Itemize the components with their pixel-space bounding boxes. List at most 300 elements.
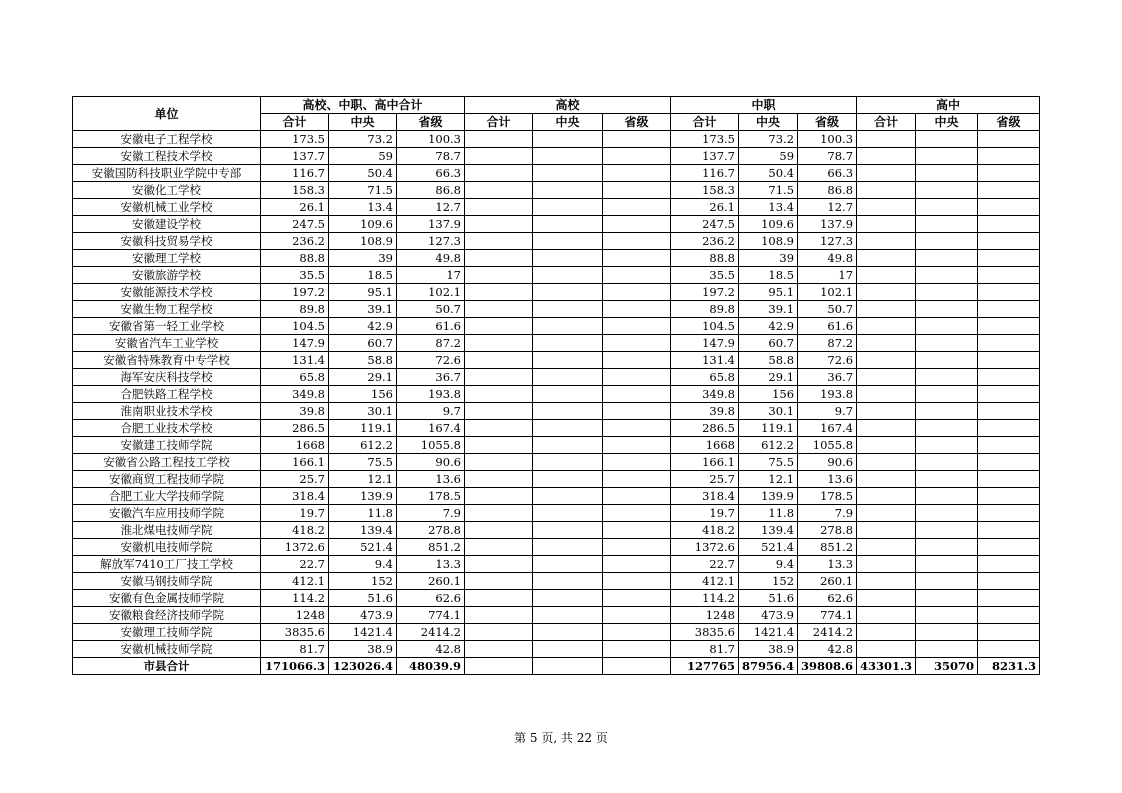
university-central-cell — [533, 386, 603, 403]
total-provincial-cell: 42.8 — [397, 641, 465, 658]
total-provincial-cell: 167.4 — [397, 420, 465, 437]
sub-header-total: 合计 — [261, 114, 329, 131]
vocational-central-cell: 30.1 — [739, 403, 798, 420]
total-central-cell: 612.2 — [329, 437, 397, 454]
highschool-sum-cell — [857, 386, 916, 403]
highschool-provincial-cell — [978, 148, 1040, 165]
total-central-cell: 9.4 — [329, 556, 397, 573]
vocational-central-cell: 29.1 — [739, 369, 798, 386]
university-provincial-cell — [603, 284, 671, 301]
sub-header-provincial: 省级 — [978, 114, 1040, 131]
vocational-provincial-cell: 102.1 — [798, 284, 857, 301]
total-sum-cell: 89.8 — [261, 301, 329, 318]
highschool-sum-cell — [857, 522, 916, 539]
highschool-sum-cell — [857, 199, 916, 216]
total-sum-cell: 25.7 — [261, 471, 329, 488]
total-sum-cell: 39.8 — [261, 403, 329, 420]
highschool-central-cell — [916, 233, 978, 250]
university-provincial-cell — [603, 352, 671, 369]
table-row — [73, 284, 1040, 301]
total-sum-cell: 286.5 — [261, 420, 329, 437]
total-provincial-cell: 193.8 — [397, 386, 465, 403]
university-provincial-cell — [603, 182, 671, 199]
highschool-central-cell — [916, 590, 978, 607]
unit-name-cell: 安徽建工技师学院 — [73, 437, 261, 454]
total-sum-cell: 1372.6 — [261, 539, 329, 556]
vocational-sum-cell: 116.7 — [671, 165, 739, 182]
university-central-cell — [533, 573, 603, 590]
university-sum-cell — [465, 369, 533, 386]
highschool-provincial-cell — [978, 131, 1040, 148]
total-sum-cell: 131.4 — [261, 352, 329, 369]
vocational-sum-cell: 166.1 — [671, 454, 739, 471]
highschool-central-cell — [916, 488, 978, 505]
vocational-central-cell: 119.1 — [739, 420, 798, 437]
university-provincial-cell — [603, 233, 671, 250]
vocational-provincial-cell: 100.3 — [798, 131, 857, 148]
total-sum-cell: 158.3 — [261, 182, 329, 199]
table-row — [73, 131, 1040, 148]
university-provincial-cell — [603, 607, 671, 624]
total-central-cell: 71.5 — [329, 182, 397, 199]
university-central-cell — [533, 437, 603, 454]
total-sum-cell: 147.9 — [261, 335, 329, 352]
table-row — [73, 607, 1040, 624]
sub-header-total: 合计 — [857, 114, 916, 131]
university-sum-cell — [465, 641, 533, 658]
total-sum-cell: 171066.3 — [261, 658, 329, 675]
unit-name-cell: 合肥工业技术学校 — [73, 420, 261, 437]
total-central-cell: 75.5 — [329, 454, 397, 471]
table-row — [73, 182, 1040, 199]
unit-name-cell: 淮南职业技术学校 — [73, 403, 261, 420]
university-provincial-cell — [603, 386, 671, 403]
highschool-sum-cell — [857, 267, 916, 284]
total-provincial-cell: 62.6 — [397, 590, 465, 607]
highschool-sum-cell — [857, 437, 916, 454]
total-central-cell: 123026.4 — [329, 658, 397, 675]
university-sum-cell — [465, 556, 533, 573]
table-row — [73, 216, 1040, 233]
highschool-provincial-cell — [978, 539, 1040, 556]
highschool-provincial-cell — [978, 216, 1040, 233]
total-central-cell: 29.1 — [329, 369, 397, 386]
university-central-cell — [533, 454, 603, 471]
university-central-cell — [533, 403, 603, 420]
vocational-central-cell: 1421.4 — [739, 624, 798, 641]
table-row — [73, 590, 1040, 607]
sub-header-central: 中央 — [916, 114, 978, 131]
total-sum-cell: 318.4 — [261, 488, 329, 505]
total-sum-cell: 1668 — [261, 437, 329, 454]
total-central-cell: 50.4 — [329, 165, 397, 182]
university-central-cell — [533, 471, 603, 488]
highschool-central-cell — [916, 131, 978, 148]
unit-name-cell: 安徽电子工程学校 — [73, 131, 261, 148]
highschool-central-cell — [916, 352, 978, 369]
total-central-cell: 152 — [329, 573, 397, 590]
highschool-provincial-cell — [978, 505, 1040, 522]
vocational-sum-cell: 1372.6 — [671, 539, 739, 556]
university-sum-cell — [465, 488, 533, 505]
vocational-provincial-cell: 1055.8 — [798, 437, 857, 454]
vocational-sum-cell: 81.7 — [671, 641, 739, 658]
university-sum-cell — [465, 148, 533, 165]
total-provincial-cell: 61.6 — [397, 318, 465, 335]
highschool-central-cell — [916, 624, 978, 641]
table-row — [73, 352, 1040, 369]
table-row — [73, 250, 1040, 267]
highschool-central-cell — [916, 522, 978, 539]
university-central-cell — [533, 641, 603, 658]
table-row — [73, 573, 1040, 590]
vocational-central-cell: 9.4 — [739, 556, 798, 573]
university-provincial-cell — [603, 624, 671, 641]
total-sum-cell: 166.1 — [261, 454, 329, 471]
highschool-sum-cell — [857, 284, 916, 301]
sub-header-total: 合计 — [671, 114, 739, 131]
highschool-provincial-cell — [978, 250, 1040, 267]
total-provincial-cell: 127.3 — [397, 233, 465, 250]
total-central-cell: 73.2 — [329, 131, 397, 148]
unit-name-cell: 安徽机械技师学院 — [73, 641, 261, 658]
vocational-sum-cell: 147.9 — [671, 335, 739, 352]
vocational-central-cell: 50.4 — [739, 165, 798, 182]
unit-name-cell: 海军安庆科技学校 — [73, 369, 261, 386]
university-provincial-cell — [603, 658, 671, 675]
highschool-provincial-cell — [978, 318, 1040, 335]
university-provincial-cell — [603, 250, 671, 267]
vocational-provincial-cell: 87.2 — [798, 335, 857, 352]
vocational-central-cell: 39.1 — [739, 301, 798, 318]
university-provincial-cell — [603, 573, 671, 590]
highschool-sum-cell — [857, 420, 916, 437]
vocational-sum-cell: 19.7 — [671, 505, 739, 522]
university-central-cell — [533, 233, 603, 250]
highschool-provincial-cell — [978, 403, 1040, 420]
university-sum-cell — [465, 573, 533, 590]
vocational-sum-cell: 349.8 — [671, 386, 739, 403]
table-row — [73, 386, 1040, 403]
total-central-cell: 39.1 — [329, 301, 397, 318]
highschool-central-cell — [916, 454, 978, 471]
vocational-provincial-cell: 2414.2 — [798, 624, 857, 641]
vocational-provincial-cell: 39808.6 — [798, 658, 857, 675]
vocational-sum-cell: 25.7 — [671, 471, 739, 488]
university-central-cell — [533, 539, 603, 556]
sub-header-provincial: 省级 — [798, 114, 857, 131]
vocational-provincial-cell: 50.7 — [798, 301, 857, 318]
highschool-central-cell — [916, 641, 978, 658]
highschool-central-cell — [916, 369, 978, 386]
table-row — [73, 335, 1040, 352]
total-central-cell: 521.4 — [329, 539, 397, 556]
total-central-cell: 18.5 — [329, 267, 397, 284]
unit-name-cell: 安徽旅游学校 — [73, 267, 261, 284]
university-sum-cell — [465, 420, 533, 437]
highschool-sum-cell — [857, 216, 916, 233]
vocational-sum-cell: 26.1 — [671, 199, 739, 216]
highschool-provincial-cell — [978, 556, 1040, 573]
unit-name-cell: 安徽建设学校 — [73, 216, 261, 233]
university-central-cell — [533, 369, 603, 386]
group-header-highschool: 高中 — [857, 97, 1040, 114]
vocational-sum-cell: 247.5 — [671, 216, 739, 233]
highschool-provincial-cell — [978, 471, 1040, 488]
university-provincial-cell — [603, 488, 671, 505]
university-central-cell — [533, 556, 603, 573]
highschool-central-cell — [916, 607, 978, 624]
vocational-provincial-cell: 774.1 — [798, 607, 857, 624]
total-sum-cell: 35.5 — [261, 267, 329, 284]
vocational-sum-cell: 3835.6 — [671, 624, 739, 641]
total-central-cell: 38.9 — [329, 641, 397, 658]
university-provincial-cell — [603, 505, 671, 522]
vocational-provincial-cell: 13.6 — [798, 471, 857, 488]
university-central-cell — [533, 590, 603, 607]
university-sum-cell — [465, 471, 533, 488]
total-central-cell: 59 — [329, 148, 397, 165]
vocational-sum-cell: 35.5 — [671, 267, 739, 284]
vocational-provincial-cell: 127.3 — [798, 233, 857, 250]
vocational-central-cell: 12.1 — [739, 471, 798, 488]
table-total-row — [73, 658, 1040, 675]
total-provincial-cell: 50.7 — [397, 301, 465, 318]
university-provincial-cell — [603, 369, 671, 386]
university-sum-cell — [465, 216, 533, 233]
vocational-sum-cell: 88.8 — [671, 250, 739, 267]
highschool-sum-cell — [857, 471, 916, 488]
highschool-sum-cell — [857, 403, 916, 420]
highschool-sum-cell — [857, 624, 916, 641]
table-row — [73, 454, 1040, 471]
vocational-central-cell: 73.2 — [739, 131, 798, 148]
total-central-cell: 30.1 — [329, 403, 397, 420]
vocational-sum-cell: 65.8 — [671, 369, 739, 386]
university-central-cell — [533, 488, 603, 505]
highschool-sum-cell — [857, 607, 916, 624]
total-central-cell: 39 — [329, 250, 397, 267]
vocational-provincial-cell: 137.9 — [798, 216, 857, 233]
table-row — [73, 624, 1040, 641]
highschool-provincial-cell — [978, 352, 1040, 369]
total-provincial-cell: 178.5 — [397, 488, 465, 505]
university-sum-cell — [465, 301, 533, 318]
university-sum-cell — [465, 131, 533, 148]
total-central-cell: 1421.4 — [329, 624, 397, 641]
vocational-provincial-cell: 17 — [798, 267, 857, 284]
unit-name-cell: 市县合计 — [73, 658, 261, 675]
sub-header-central: 中央 — [533, 114, 603, 131]
highschool-provincial-cell — [978, 522, 1040, 539]
total-sum-cell: 173.5 — [261, 131, 329, 148]
total-provincial-cell: 100.3 — [397, 131, 465, 148]
university-sum-cell — [465, 165, 533, 182]
highschool-central-cell — [916, 539, 978, 556]
highschool-sum-cell — [857, 539, 916, 556]
vocational-provincial-cell: 61.6 — [798, 318, 857, 335]
total-provincial-cell: 87.2 — [397, 335, 465, 352]
table-row — [73, 165, 1040, 182]
vocational-central-cell: 75.5 — [739, 454, 798, 471]
unit-name-cell: 安徽机械工业学校 — [73, 199, 261, 216]
total-provincial-cell: 102.1 — [397, 284, 465, 301]
highschool-central-cell — [916, 199, 978, 216]
vocational-sum-cell: 236.2 — [671, 233, 739, 250]
unit-name-cell: 安徽马钢技师学院 — [73, 573, 261, 590]
vocational-provincial-cell: 260.1 — [798, 573, 857, 590]
vocational-provincial-cell: 13.3 — [798, 556, 857, 573]
highschool-central-cell — [916, 250, 978, 267]
university-provincial-cell — [603, 420, 671, 437]
total-sum-cell: 88.8 — [261, 250, 329, 267]
university-central-cell — [533, 505, 603, 522]
highschool-central-cell — [916, 471, 978, 488]
highschool-provincial-cell — [978, 386, 1040, 403]
highschool-provincial-cell — [978, 301, 1040, 318]
highschool-central-cell — [916, 420, 978, 437]
university-sum-cell — [465, 437, 533, 454]
vocational-central-cell: 58.8 — [739, 352, 798, 369]
total-sum-cell: 116.7 — [261, 165, 329, 182]
university-central-cell — [533, 199, 603, 216]
budget-table — [72, 96, 1040, 675]
vocational-central-cell: 95.1 — [739, 284, 798, 301]
total-sum-cell: 81.7 — [261, 641, 329, 658]
university-central-cell — [533, 522, 603, 539]
total-central-cell: 95.1 — [329, 284, 397, 301]
highschool-central-cell — [916, 386, 978, 403]
university-central-cell — [533, 658, 603, 675]
total-provincial-cell: 17 — [397, 267, 465, 284]
table-row — [73, 267, 1040, 284]
highschool-provincial-cell — [978, 488, 1040, 505]
total-sum-cell: 114.2 — [261, 590, 329, 607]
highschool-central-cell — [916, 284, 978, 301]
vocational-provincial-cell: 66.3 — [798, 165, 857, 182]
total-sum-cell: 236.2 — [261, 233, 329, 250]
table-row — [73, 488, 1040, 505]
vocational-sum-cell: 173.5 — [671, 131, 739, 148]
group-header-total: 高校、中职、高中合计 — [261, 97, 465, 114]
highschool-provincial-cell — [978, 573, 1040, 590]
university-sum-cell — [465, 182, 533, 199]
total-central-cell: 12.1 — [329, 471, 397, 488]
university-central-cell — [533, 624, 603, 641]
table-row — [73, 420, 1040, 437]
table-row — [73, 233, 1040, 250]
highschool-sum-cell — [857, 590, 916, 607]
university-provincial-cell — [603, 471, 671, 488]
total-provincial-cell: 851.2 — [397, 539, 465, 556]
total-sum-cell: 1248 — [261, 607, 329, 624]
unit-name-cell: 合肥铁路工程学校 — [73, 386, 261, 403]
total-sum-cell: 19.7 — [261, 505, 329, 522]
total-sum-cell: 349.8 — [261, 386, 329, 403]
highschool-sum-cell — [857, 369, 916, 386]
vocational-provincial-cell: 9.7 — [798, 403, 857, 420]
university-sum-cell — [465, 386, 533, 403]
vocational-sum-cell: 131.4 — [671, 352, 739, 369]
vocational-central-cell: 18.5 — [739, 267, 798, 284]
unit-name-cell: 安徽国防科技职业学院中专部 — [73, 165, 261, 182]
table-row — [73, 403, 1040, 420]
vocational-provincial-cell: 78.7 — [798, 148, 857, 165]
vocational-central-cell: 139.4 — [739, 522, 798, 539]
university-sum-cell — [465, 539, 533, 556]
vocational-central-cell: 51.6 — [739, 590, 798, 607]
vocational-central-cell: 473.9 — [739, 607, 798, 624]
university-sum-cell — [465, 199, 533, 216]
vocational-central-cell: 38.9 — [739, 641, 798, 658]
vocational-provincial-cell: 49.8 — [798, 250, 857, 267]
highschool-provincial-cell — [978, 624, 1040, 641]
total-provincial-cell: 9.7 — [397, 403, 465, 420]
vocational-provincial-cell: 851.2 — [798, 539, 857, 556]
university-provincial-cell — [603, 148, 671, 165]
university-sum-cell — [465, 505, 533, 522]
vocational-provincial-cell: 7.9 — [798, 505, 857, 522]
university-provincial-cell — [603, 403, 671, 420]
highschool-sum-cell: 43301.3 — [857, 658, 916, 675]
highschool-provincial-cell — [978, 590, 1040, 607]
table-row — [73, 641, 1040, 658]
group-header-vocational: 中职 — [671, 97, 857, 114]
highschool-central-cell — [916, 301, 978, 318]
university-sum-cell — [465, 658, 533, 675]
sub-header-central: 中央 — [329, 114, 397, 131]
vocational-sum-cell: 104.5 — [671, 318, 739, 335]
vocational-sum-cell: 89.8 — [671, 301, 739, 318]
highschool-provincial-cell — [978, 233, 1040, 250]
unit-name-cell: 安徽理工学校 — [73, 250, 261, 267]
highschool-sum-cell — [857, 233, 916, 250]
university-central-cell — [533, 131, 603, 148]
vocational-provincial-cell: 12.7 — [798, 199, 857, 216]
vocational-central-cell: 87956.4 — [739, 658, 798, 675]
university-central-cell — [533, 165, 603, 182]
highschool-sum-cell — [857, 556, 916, 573]
unit-name-cell: 安徽商贸工程技师学院 — [73, 471, 261, 488]
university-sum-cell — [465, 352, 533, 369]
total-provincial-cell: 72.6 — [397, 352, 465, 369]
university-sum-cell — [465, 250, 533, 267]
university-provincial-cell — [603, 216, 671, 233]
university-central-cell — [533, 352, 603, 369]
university-sum-cell — [465, 624, 533, 641]
table-row — [73, 318, 1040, 335]
vocational-central-cell: 521.4 — [739, 539, 798, 556]
total-sum-cell: 3835.6 — [261, 624, 329, 641]
total-central-cell: 13.4 — [329, 199, 397, 216]
vocational-sum-cell: 318.4 — [671, 488, 739, 505]
page-footer: 第 5 页, 共 22 页 — [514, 731, 608, 745]
highschool-central-cell — [916, 556, 978, 573]
vocational-provincial-cell: 193.8 — [798, 386, 857, 403]
highschool-provincial-cell — [978, 199, 1040, 216]
highschool-sum-cell — [857, 488, 916, 505]
highschool-central-cell — [916, 267, 978, 284]
unit-name-cell: 安徽生物工程学校 — [73, 301, 261, 318]
vocational-central-cell: 39 — [739, 250, 798, 267]
total-central-cell: 58.8 — [329, 352, 397, 369]
unit-name-cell: 安徽机电技师学院 — [73, 539, 261, 556]
vocational-provincial-cell: 72.6 — [798, 352, 857, 369]
unit-name-cell: 淮北煤电技师学院 — [73, 522, 261, 539]
highschool-central-cell — [916, 437, 978, 454]
vocational-sum-cell: 1248 — [671, 607, 739, 624]
highschool-central-cell — [916, 165, 978, 182]
